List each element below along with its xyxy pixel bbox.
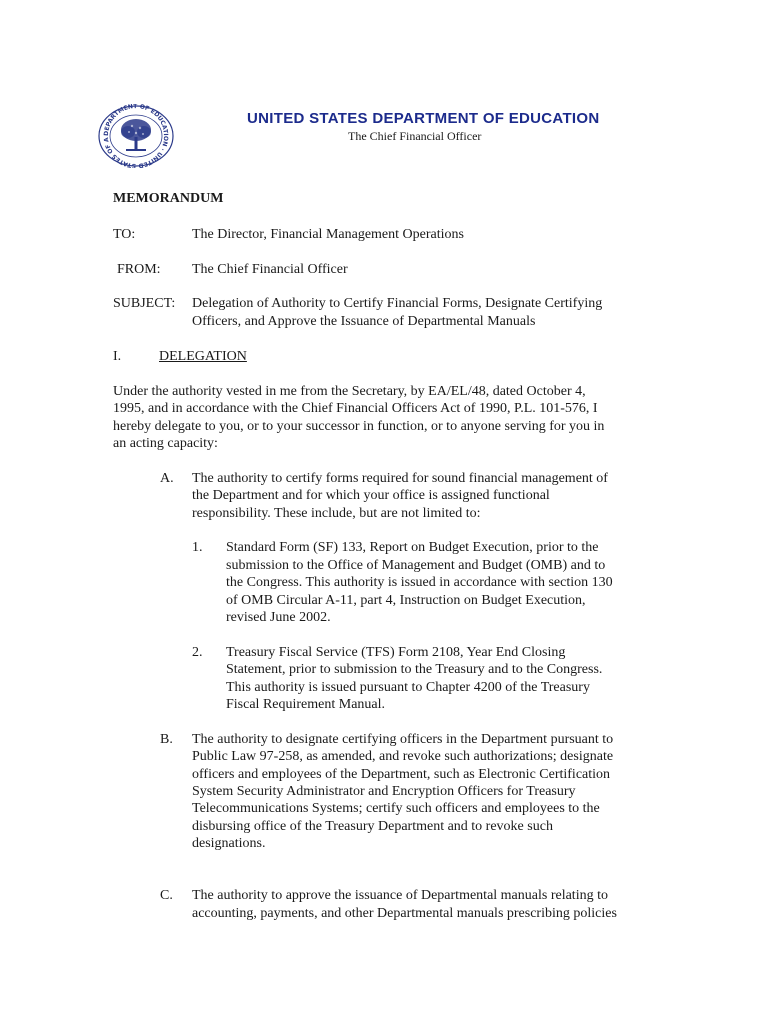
subitem-line: the Congress. This authority is issued in accordance with section 130 xyxy=(226,575,613,590)
subitem-line: This authority is issued pursuant to Chapter 4200 of the Treasury xyxy=(226,680,590,695)
subitem-marker: 2. xyxy=(192,645,203,660)
subject-line: Officers, and Approve the Issuance of Departmental Manuals xyxy=(192,314,536,329)
department-seal-logo xyxy=(96,104,176,168)
item-line: officers and employees of the Department, such as Electronic Certification xyxy=(192,767,611,782)
item-line: accounting, payments, and other Departmental manuals prescribing policies xyxy=(192,906,617,921)
paragraph-line: Under the authority vested in me from the Secretary, by EA/EL/48, dated October 4, xyxy=(113,384,586,399)
to-label: TO: xyxy=(113,227,136,242)
item-line: responsibility. These include, but are not limited to: xyxy=(192,506,481,521)
item-line: System Security Administrator and Encryption Officers for Treasury xyxy=(192,784,576,799)
subitem-line: submission to the Office of Management and Budget (OMB) and to xyxy=(226,558,606,573)
subject-label: SUBJECT: xyxy=(113,296,176,311)
office-subtitle: The Chief Financial Officer xyxy=(348,129,482,143)
seal-text: DEPARTMENT OF EDUCATION · UNITED STATES OF A xyxy=(102,104,170,168)
subitem-line: Statement, prior to submission to the Treasury and to the Congress. xyxy=(226,662,603,677)
subitem-marker: 1. xyxy=(192,540,203,555)
item-marker: A. xyxy=(160,471,174,486)
paragraph-line: an acting capacity: xyxy=(113,436,218,451)
subject-line: Delegation of Authority to Certify Financial Forms, Designate Certifying xyxy=(192,296,603,311)
item-line: The authority to approve the issuance of Departmental manuals relating to xyxy=(192,888,608,903)
subitem-line: Standard Form (SF) 133, Report on Budget Execution, prior to the xyxy=(226,540,599,555)
item-line: the Department and for which your office is assigned functional xyxy=(192,488,550,503)
item-marker: C. xyxy=(160,888,173,903)
paragraph-line: 1995, and in accordance with the Chief Financial Officers Act of 1990, P.L. 101-576, I xyxy=(113,401,598,416)
department-title: UNITED STATES DEPARTMENT OF EDUCATION xyxy=(247,110,600,127)
subitem-line: revised June 2002. xyxy=(226,610,331,625)
item-line: The authority to designate certifying officers in the Department pursuant to xyxy=(192,732,614,747)
section-title: DELEGATION xyxy=(159,349,247,364)
item-line: disbursing office of the Treasury Department and to revoke such xyxy=(192,819,553,834)
item-marker: B. xyxy=(160,732,173,747)
paragraph-line: hereby delegate to you, or to your successor in function, or to anyone serving for you in xyxy=(113,419,605,434)
item-line: Telecommunications Systems; certify such officers and employees to the xyxy=(192,801,600,816)
item-line: The authority to certify forms required for sound financial management of xyxy=(192,471,608,486)
subitem-line: of OMB Circular A-11, part 4, Instruction on Budget Execution, xyxy=(226,593,586,608)
tree-icon xyxy=(121,119,151,151)
from-value: The Chief Financial Officer xyxy=(192,262,348,277)
to-value: The Director, Financial Management Operations xyxy=(192,227,464,242)
subitem-line: Fiscal Requirement Manual. xyxy=(226,697,386,712)
section-number: I. xyxy=(113,349,122,364)
item-line: Public Law 97-258, as amended, and revoke such authorizations; designate xyxy=(192,749,614,764)
memo-heading: MEMORANDUM xyxy=(113,191,224,206)
subitem-line: Treasury Fiscal Service (TFS) Form 2108, Year End Closing xyxy=(226,645,566,660)
item-line: designations. xyxy=(192,836,266,851)
from-label: FROM: xyxy=(117,262,161,277)
